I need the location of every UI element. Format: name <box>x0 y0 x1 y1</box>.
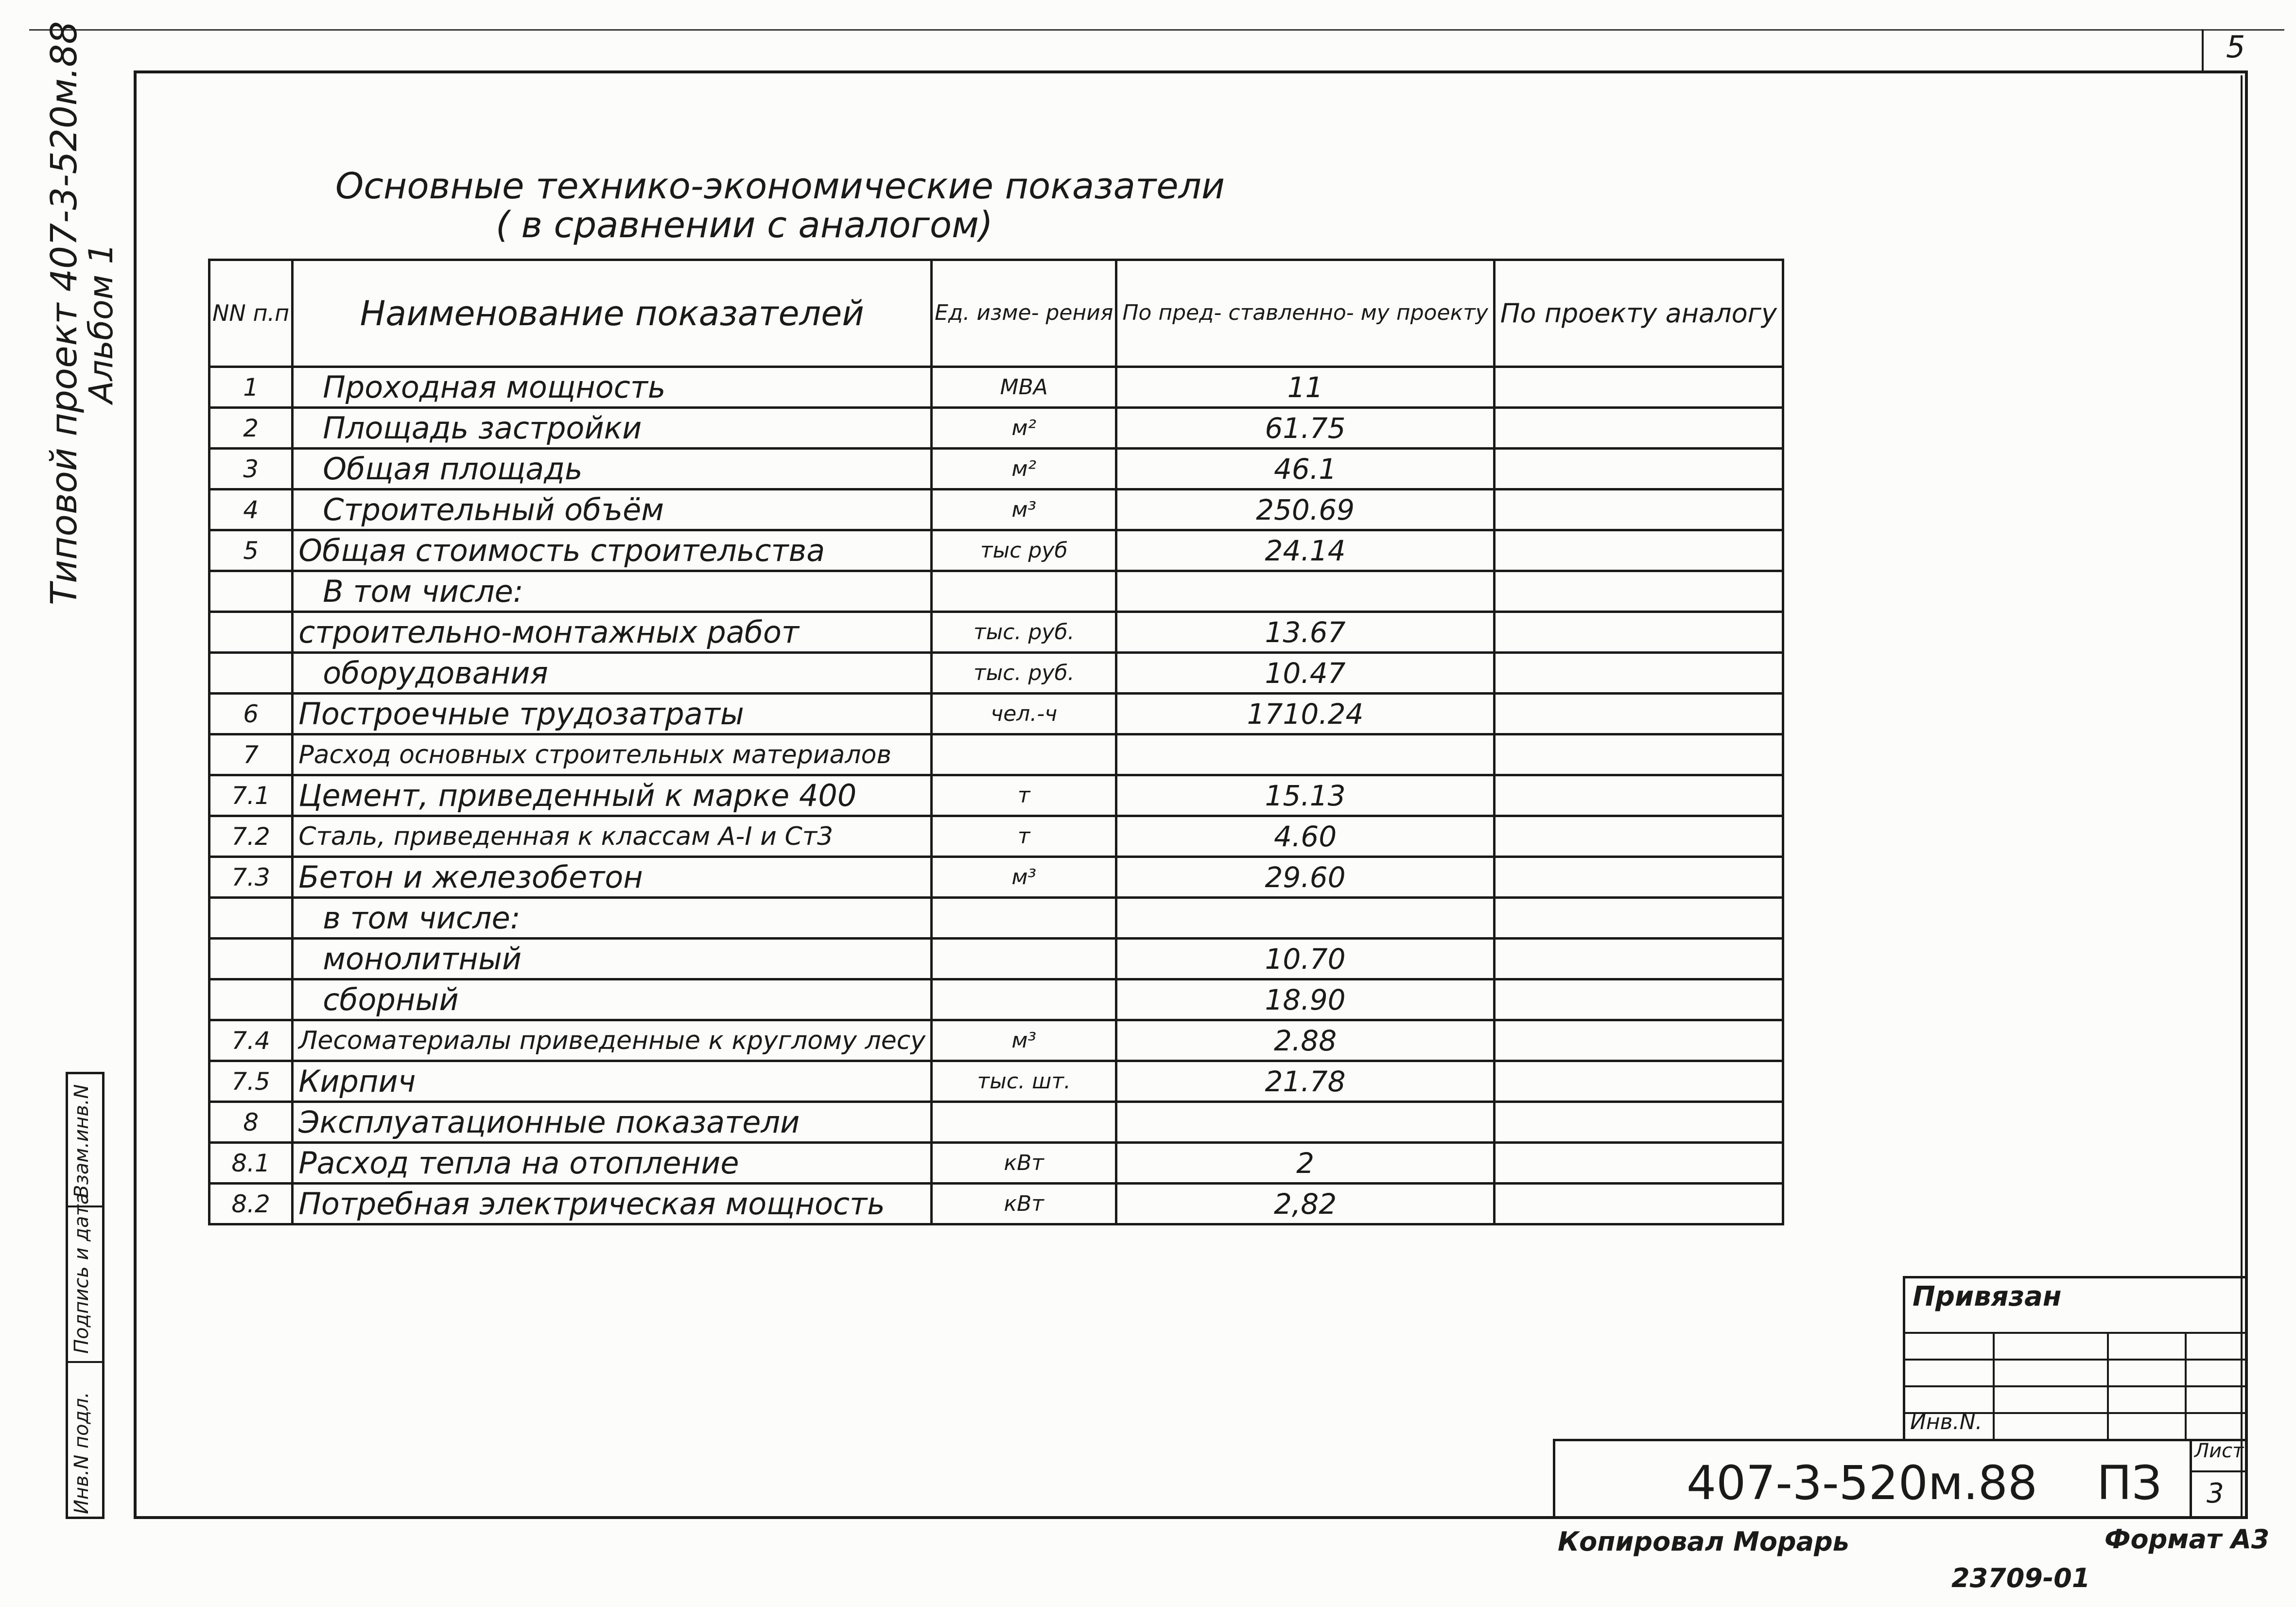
cell-num: 7.5 <box>209 1061 293 1102</box>
cell-analog <box>1494 1061 1783 1102</box>
table-row <box>209 939 1783 979</box>
table-row <box>209 1061 1783 1102</box>
table-row <box>209 571 1783 612</box>
cell-unit: м³ <box>932 1020 1116 1061</box>
table-row <box>209 612 1783 653</box>
table-row <box>209 530 1783 571</box>
cell-num: 5 <box>209 530 293 571</box>
cell-num: 8 <box>209 1102 293 1143</box>
stamp-divider <box>68 1361 102 1363</box>
document-subtitle: ( в сравнении с аналогом) <box>496 204 993 246</box>
table-row <box>209 694 1783 734</box>
cell-analog <box>1494 367 1783 408</box>
cell-num: 6 <box>209 694 293 734</box>
sheet-divider-h <box>2190 1470 2245 1472</box>
attached-label: Привязан <box>1913 1281 2062 1312</box>
cell-analog <box>1494 1184 1783 1224</box>
grid-line <box>1993 1332 1995 1439</box>
cell-name: В том числе: <box>293 571 932 612</box>
cell-num: 7 <box>209 734 293 775</box>
cell-value: 18.90 <box>1116 979 1494 1020</box>
grid-line <box>2107 1332 2109 1439</box>
grid-line <box>1903 1359 2245 1361</box>
cell-value: 1710.24 <box>1116 694 1494 734</box>
cell-unit <box>932 571 1116 612</box>
cell-unit: чел.-ч <box>932 694 1116 734</box>
cell-num: 2 <box>209 408 293 449</box>
cell-num <box>209 571 293 612</box>
side-album-label: Альбом 1 <box>82 243 121 403</box>
cell-unit: тыс. руб. <box>932 653 1116 694</box>
cell-num: 8.1 <box>209 1143 293 1184</box>
cell-num <box>209 612 293 653</box>
cell-num <box>209 939 293 979</box>
cell-analog <box>1494 653 1783 694</box>
inv-number-label: Инв.N. <box>1910 1410 1983 1434</box>
side-project-title: Типовой проект 407-3-520м.88 <box>43 21 85 605</box>
format-label: Формат А3 <box>2105 1524 2270 1555</box>
cell-name: Построечные трудозатраты <box>293 694 932 734</box>
cell-value: 4.60 <box>1116 816 1494 857</box>
header-num: NN п.п <box>209 260 293 367</box>
cell-unit <box>932 734 1116 775</box>
cell-unit: м³ <box>932 489 1116 530</box>
cell-value: 2 <box>1116 1143 1494 1184</box>
cell-value <box>1116 898 1494 939</box>
cell-analog <box>1494 612 1783 653</box>
stamp-label-inv: Взам.инв.N <box>70 1084 93 1198</box>
cell-analog <box>1494 1020 1783 1061</box>
cell-value: 61.75 <box>1116 408 1494 449</box>
table-row <box>209 449 1783 489</box>
cell-analog <box>1494 408 1783 449</box>
table-row <box>209 653 1783 694</box>
page-number: 5 <box>2226 29 2245 65</box>
cell-value <box>1116 734 1494 775</box>
table-row <box>209 1143 1783 1184</box>
cell-num: 4 <box>209 489 293 530</box>
cell-unit: тыс. руб. <box>932 612 1116 653</box>
table-row <box>209 857 1783 898</box>
project-code: 407-3-520м.88 <box>1687 1456 2037 1510</box>
cell-value: 24.14 <box>1116 530 1494 571</box>
cell-value: 13.67 <box>1116 612 1494 653</box>
table-row <box>209 367 1783 408</box>
cell-unit: МВА <box>932 367 1116 408</box>
cell-name: Цемент, приведенный к марке 400 <box>293 775 932 816</box>
cell-num: 7.3 <box>209 857 293 898</box>
cell-num <box>209 898 293 939</box>
sheet-divider <box>2190 1439 2192 1519</box>
cell-name: Сталь, приведенная к классам А-I и Ст3 <box>293 816 932 857</box>
cell-analog <box>1494 734 1783 775</box>
cell-unit: м² <box>932 408 1116 449</box>
cell-unit: тыс руб <box>932 530 1116 571</box>
header-analog: По проекту аналогу <box>1494 260 1783 367</box>
table-row <box>209 1184 1783 1224</box>
cell-num <box>209 653 293 694</box>
table-row <box>209 1020 1783 1061</box>
cell-value: 29.60 <box>1116 857 1494 898</box>
cell-value: 10.47 <box>1116 653 1494 694</box>
copied-by: Копировал Морарь <box>1558 1526 1849 1557</box>
cell-analog <box>1494 530 1783 571</box>
cell-name: Потребная электрическая мощность <box>293 1184 932 1224</box>
header-unit: Ед. изме- рения <box>932 260 1116 367</box>
table-row <box>209 898 1783 939</box>
grid-line <box>2185 1332 2187 1439</box>
cell-analog <box>1494 816 1783 857</box>
cell-value: 15.13 <box>1116 775 1494 816</box>
cell-value: 10.70 <box>1116 939 1494 979</box>
stamp-label-signature: Подпись и дата <box>70 1192 93 1354</box>
cell-name: оборудования <box>293 653 932 694</box>
cell-name: Общая стоимость строительства <box>293 530 932 571</box>
cell-name: Кирпич <box>293 1061 932 1102</box>
cell-unit: кВт <box>932 1184 1116 1224</box>
cell-analog <box>1494 979 1783 1020</box>
cell-value: 21.78 <box>1116 1061 1494 1102</box>
cell-name: Расход тепла на отопление <box>293 1143 932 1184</box>
cell-unit <box>932 1102 1116 1143</box>
grid-line <box>1903 1385 2245 1387</box>
cell-value: 11 <box>1116 367 1494 408</box>
header-project: По пред- ставленно- му проекту <box>1116 260 1494 367</box>
cell-name: монолитный <box>293 939 932 979</box>
cell-name: Общая площадь <box>293 449 932 489</box>
cell-num: 7.2 <box>209 816 293 857</box>
cell-analog <box>1494 449 1783 489</box>
approval-stamp <box>66 1072 104 1519</box>
cell-unit: м² <box>932 449 1116 489</box>
stamp-label-orig: Инв.N подл. <box>70 1392 93 1514</box>
cell-analog <box>1494 694 1783 734</box>
table-row <box>209 775 1783 816</box>
cell-analog <box>1494 898 1783 939</box>
document-type: ПЗ <box>2096 1456 2162 1510</box>
cell-analog <box>1494 857 1783 898</box>
document-title: Основные технико-экономические показатели <box>335 165 1225 207</box>
cell-num: 3 <box>209 449 293 489</box>
cell-name: сборный <box>293 979 932 1020</box>
cell-analog <box>1494 775 1783 816</box>
table-row <box>209 734 1783 775</box>
cell-name: в том числе: <box>293 898 932 939</box>
table-row <box>209 979 1783 1020</box>
cell-analog <box>1494 489 1783 530</box>
cell-num: 8.2 <box>209 1184 293 1224</box>
cell-unit: кВт <box>932 1143 1116 1184</box>
cell-num: 1 <box>209 367 293 408</box>
cell-value <box>1116 571 1494 612</box>
cell-unit: т <box>932 775 1116 816</box>
cell-name: Лесоматериалы приведенные к круглому лесу <box>293 1020 932 1061</box>
cell-unit: т <box>932 816 1116 857</box>
cell-unit: тыс. шт. <box>932 1061 1116 1102</box>
indicators-table <box>208 259 1784 1225</box>
cell-name: Площадь застройки <box>293 408 932 449</box>
cell-name: Проходная мощность <box>293 367 932 408</box>
table-row <box>209 489 1783 530</box>
document-code <box>1687 1456 2162 1510</box>
top-line <box>29 29 2284 31</box>
cell-unit <box>932 898 1116 939</box>
cell-unit: м³ <box>932 857 1116 898</box>
header-name: Наименование показателей <box>293 260 932 367</box>
cell-num <box>209 979 293 1020</box>
cell-analog <box>1494 1102 1783 1143</box>
cell-name: Эксплуатационные показатели <box>293 1102 932 1143</box>
cell-value: 46.1 <box>1116 449 1494 489</box>
cell-analog <box>1494 939 1783 979</box>
cell-value: 2.88 <box>1116 1020 1494 1061</box>
cell-value: 250.69 <box>1116 489 1494 530</box>
cell-name: Расход основных строительных материалов <box>293 734 932 775</box>
cell-unit <box>932 939 1116 979</box>
cell-value <box>1116 1102 1494 1143</box>
cell-unit <box>932 979 1116 1020</box>
sheet-label: Лист <box>2194 1440 2244 1462</box>
table-row <box>209 816 1783 857</box>
archive-number: 23709-01 <box>1951 1563 2090 1593</box>
cell-name: строительно-монтажных работ <box>293 612 932 653</box>
table-row <box>209 408 1783 449</box>
grid-line <box>1903 1332 2245 1334</box>
cell-num: 7.4 <box>209 1020 293 1061</box>
cell-num: 7.1 <box>209 775 293 816</box>
cell-name: Бетон и железобетон <box>293 857 932 898</box>
table-row <box>209 1102 1783 1143</box>
cell-name: Строительный объём <box>293 489 932 530</box>
sheet-number: 3 <box>2207 1478 2224 1509</box>
cell-analog <box>1494 571 1783 612</box>
cell-analog <box>1494 1143 1783 1184</box>
table-header-row <box>209 260 1783 367</box>
cell-value: 2,82 <box>1116 1184 1494 1224</box>
